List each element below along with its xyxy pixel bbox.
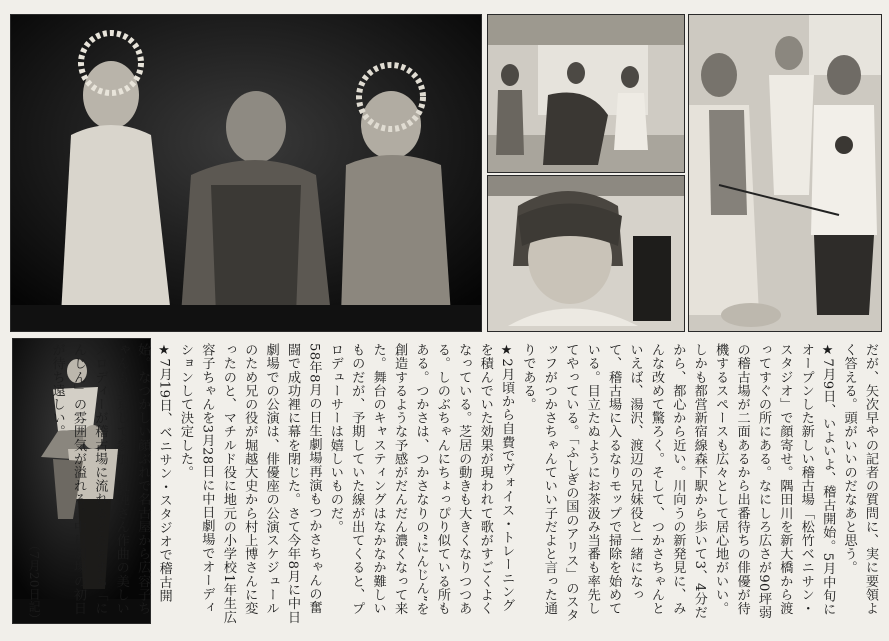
girl-closeup-photo [487,175,685,332]
article-paragraph: ★2月頃から自費でヴォイス・トレーニングを積んでいた効果が現われて歌がすごくよくなっている。芝居の動きも大きくなりつつある。しのぶちゃんにちょっぴり似ている所もある。つかさは、つかさなりの“にんじん”を創造するような予感がだんだん濃くなって来た。舞台のキャスティングはなかなか難しいものだが、予期していた線が出てくると、プロデューサーは嬉しいものだ。 [327,343,515,616]
article-text [27,343,881,625]
rehearsal-mop-photo [487,14,685,173]
article-signature: （7月20日記） [27,538,42,625]
article-paragraph: ★7月9日、いよいよ、稽古開始。5月中旬にオープンした新しい稽古場「松竹ベニサン・スタジオ」で顔寄せ。隅田川を新大橋から渡ってすぐの所にある。なにしろ広さが90坪弱の稽古場が二面あるから出番待ちの俳優が待機するスペースも広々として居心地がいい。しかも都営新宿線森下駅から歩いて3、4分だから、都心から近い。川向うの新発見に、みんな改めて驚ろく。そして、つかさちゃんといえば、湯沢、渡辺の兄妹役と一緒になって、稽古場に入るなりモップで掃除を始めている。目立たぬようにお茶汲み当番も率先してやっている。「ふしぎの国のアリス」のスタッフがつかさちゃんていい子だよと言った通りである。 [520,343,836,622]
stage-scene-photo [10,14,482,332]
article-paragraph: ★7月19日、ベニサン・スタジオで稽古開始。なつかしい顔ぶれで名古屋から広容子ちゃんも上京して参加。直純さん作曲の美しいメロディーが稽古場に流れるとたちまち「にんじん」の雰囲気が溢れる。中日劇場の初日が待ち遠しい。 [49,343,172,615]
rehearsal-director-photo [688,14,882,332]
article-paragraph: 58年8月の日生劇場再演もつかさちゃんの奮闘で成功裡に幕を閉じた。さて今年8月に中日劇場での公演は、俳優座の公演スケジュールのため兄の役が堀越大史から村上博さんに変ったのと、マチルド役に地元の小学校1年生広容子ちゃんを3月28日に中日劇場でオーディションして決定した。 [178,343,322,624]
article-paragraph: だが、矢次早やの記者の質問に、実に要領よく答える。頭がいいのだなあと思う。 [841,343,878,615]
